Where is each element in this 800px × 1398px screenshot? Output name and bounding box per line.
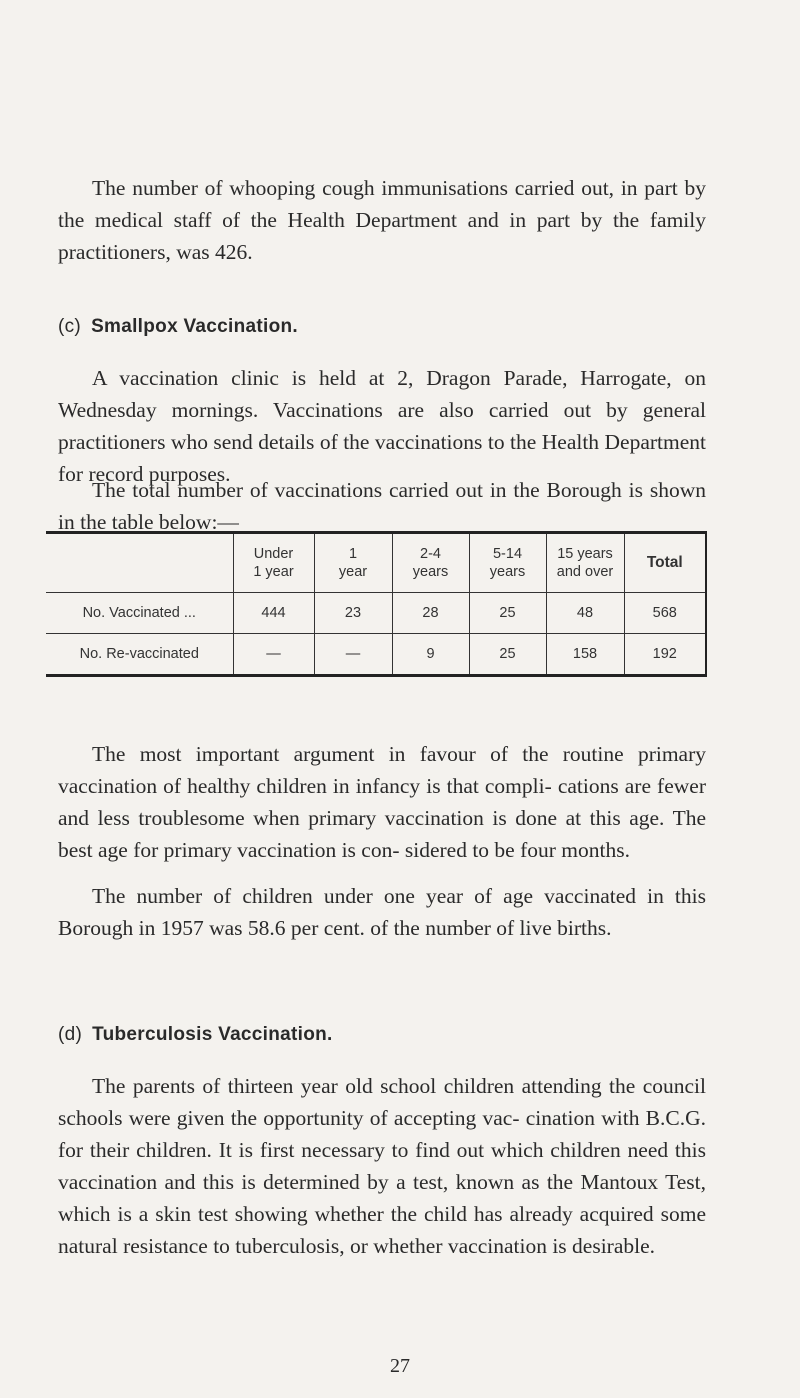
row-label-vaccinated: No. Vaccinated ... xyxy=(46,593,233,634)
section-c-heading xyxy=(58,316,298,338)
paragraph-total-vaccinations: The total number of vaccinations carried out in the Borough is shown in the table below:— xyxy=(58,478,706,534)
table-cell-total: 192 xyxy=(624,634,706,676)
table-header-15-over: 15 years and over xyxy=(546,533,624,593)
section-c-title: Smallpox Vaccination. xyxy=(91,316,298,337)
table-header-empty xyxy=(46,533,233,593)
table-cell: 48 xyxy=(546,593,624,634)
vaccination-table xyxy=(46,531,707,677)
table-cell: 25 xyxy=(469,634,546,676)
table-cell: 9 xyxy=(392,634,469,676)
table-header-2-4: 2-4 years xyxy=(392,533,469,593)
table-header-5-14: 5-14 years xyxy=(469,533,546,593)
paragraph-tuberculosis: The parents of thirteen year old school children attending the council schools were given the opportunity of accepting vac- cination with B.C.G. for their children. It is first necessary to find out which children need this vaccination and this is determined by a test, known as the Mantoux Test, which is a skin test showing whether the child has already acquired some natural resistance to tuberculosis, or whether vaccination is desirable. xyxy=(58,1074,706,1258)
section-d-heading xyxy=(58,1024,333,1046)
table-cell: — xyxy=(233,634,314,676)
table-row xyxy=(46,593,706,634)
table-cell: 444 xyxy=(233,593,314,634)
table-header-under-1: Under 1 year xyxy=(233,533,314,593)
table-row xyxy=(46,634,706,676)
paragraph-primary-vaccination: The most important argument in favour of the routine primary vaccination of healthy children in infancy is that compli- cations are fewer and less troublesome when primary vaccination is done at this age. The best age for primary vaccination is con- sidered to be four months. xyxy=(58,742,706,862)
section-d-title: Tuberculosis Vaccination. xyxy=(92,1024,333,1045)
table-cell: 25 xyxy=(469,593,546,634)
paragraph-vaccination-clinic: A vaccination clinic is held at 2, Dragon Parade, Harrogate, on Wednesday mornings. Vaccinations are also carried out by general practitioners who send details of the vaccinations to the Health Department for record purposes. xyxy=(58,366,706,486)
section-c-letter: (c) xyxy=(58,316,82,337)
paragraph-whooping-cough: The number of whooping cough immunisations carried out, in part by the medical staff of the Health Department and in part by the family practitioners, was 426. xyxy=(58,176,706,264)
section-d-letter: (d) xyxy=(58,1024,83,1045)
table-cell: 28 xyxy=(392,593,469,634)
paragraph-under-one-year: The number of children under one year of age vaccinated in this Borough in 1957 was 58.6 per cent. of the number of live births. xyxy=(58,884,706,940)
table-cell: 23 xyxy=(314,593,392,634)
row-label-revaccinated: No. Re-vaccinated xyxy=(46,634,233,676)
table-header-row xyxy=(46,533,706,593)
page-number: 27 xyxy=(390,1355,410,1377)
table-header-1-year: 1 year xyxy=(314,533,392,593)
table-header-total: Total xyxy=(624,533,706,593)
table-cell: 158 xyxy=(546,634,624,676)
table-cell: — xyxy=(314,634,392,676)
table-cell-total: 568 xyxy=(624,593,706,634)
